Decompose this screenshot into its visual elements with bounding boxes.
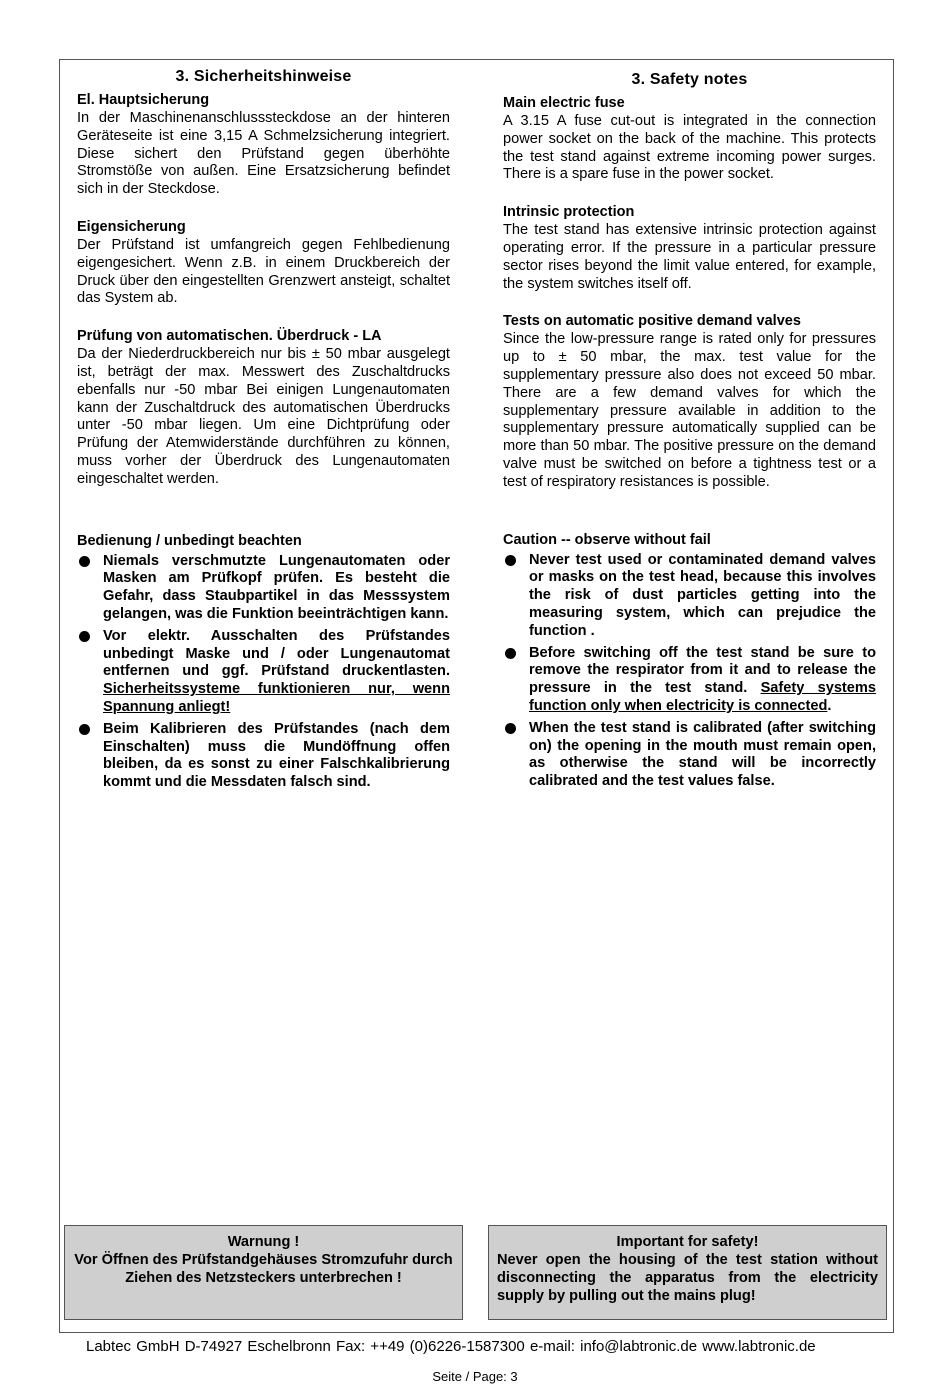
caution-item-de — [77, 553, 450, 624]
caution-item-underlined: Safety systems function only when electricity is connected — [529, 680, 877, 714]
fuse-text-en: A 3.15 A fuse cut-out is integrated in the connection power socket on the back of the machine. This protects the test stand against extreme incoming power surges. There is a spare fuse in the power socket. — [503, 113, 876, 183]
caution-item-de — [77, 721, 450, 792]
caution-heading-de: Bedienung / unbedingt beachten — [77, 532, 302, 549]
warning-box-en — [488, 1225, 887, 1320]
intrinsic-text-de: Der Prüfstand ist umfangreich gegen Fehlbedienung eigengesichert. Wenn z.B. in einem Druckbereich der Druck über den eingestellten Grenzwert ansteigt, schaltet das System ab. — [77, 236, 450, 307]
caution-block-de — [77, 533, 450, 792]
warning-title-de: Warnung ! — [227, 1234, 300, 1250]
section-title-de: 3. Sicherheitshinweise — [175, 68, 352, 85]
intrinsic-block-de — [77, 219, 450, 308]
bullet-dot-icon — [505, 648, 516, 659]
caution-item-text: Vor elektr. Ausschalten des Prüfstandes unbedingt Maske und / oder Lungenautomat entfernen und ggf. Prüfstand druckentlasten. — [103, 627, 450, 680]
bullet-dot-icon — [79, 724, 90, 735]
warning-title-en: Important for safety! — [616, 1234, 759, 1250]
section-title-en: 3. Safety notes — [631, 71, 748, 88]
caution-item-text: Before switching off the test stand be sure to remove the respirator from it and to release the pressure in the test stand. — [529, 644, 876, 697]
page-number: Seite / Page: 3 — [432, 1369, 518, 1384]
german-column — [77, 68, 450, 796]
warning-text-de: Vor Öffnen des Prüfstandgehäuses Stromzufuhr durch Ziehen des Netzsteckers unterbrechen ! — [74, 1252, 453, 1286]
intrinsic-block-en — [503, 204, 876, 293]
footer-contact: Labtec GmbH D-74927 Eschelbronn Fax: ++49 (0)6226-1587300 e-mail: info@labtronic.de www.labtronic.de — [86, 1338, 816, 1355]
bullet-dot-icon — [505, 723, 516, 734]
intrinsic-heading-en: Intrinsic protection — [503, 204, 635, 221]
caution-item-en — [503, 720, 876, 791]
intrinsic-text-en: The test stand has extensive intrinsic protection against operating error. If the pressure in a particular pressure sector rises beyond the limit value entered, for example, the system switches itself off. — [503, 222, 876, 292]
caution-heading-en: Caution -- observe without fail — [503, 531, 711, 548]
tests-text-de: Da der Niederdruckbereich nur bis ± 50 mbar ausgelegt ist, beträgt der max. Messwert des Zuschaltdrucks ebenfalls nur -50 mbar Bei einigen Lungenautomaten kann der Zuschaltdruck des automatischen Überdrucks unter -50 mbar liegen. Um eine Dichtprüfung oder Prüfung der Atemwiderstände durchführen zu können, muss vorher der Überdruck des Lungenautomaten eingeschaltet werden. — [77, 346, 450, 487]
intrinsic-heading-de: Eigensicherung — [77, 218, 186, 235]
fuse-heading-en: Main electric fuse — [503, 95, 625, 111]
caution-block-en — [503, 532, 876, 791]
caution-item-underlined: Sicherheitssysteme funktionieren nur, wenn Spannung anliegt! — [103, 681, 450, 715]
bullet-dot-icon — [79, 556, 90, 567]
caution-item-de — [77, 628, 450, 717]
tests-heading-en: Tests on automatic positive demand valves — [503, 313, 801, 330]
caution-list-de — [77, 553, 450, 792]
caution-item-en — [503, 552, 876, 641]
bullet-dot-icon — [79, 631, 90, 642]
caution-item-text: . — [827, 697, 832, 714]
english-column — [503, 68, 876, 795]
fuse-block-de — [77, 92, 450, 199]
warning-box-de — [64, 1225, 463, 1320]
caution-list-en — [503, 552, 876, 791]
caution-item-text: Niemals verschmutzte Lungenautomaten oder Masken am Prüfkopf prüfen. Es besteht die Gefahr, dass Staubpartikel in das Messsystem gelangen, was die Funktion beeinträchtigen kann. — [103, 552, 450, 622]
tests-block-en — [503, 313, 876, 491]
caution-item-en — [503, 645, 876, 716]
fuse-block-en — [503, 95, 876, 184]
caution-item-text: Beim Kalibrieren des Prüfstandes (nach dem Einschalten) muss die Mundöffnung offen bleiben, da es sonst zu einer Falschkalibrierung kommt und die Messdaten falsch sind. — [103, 720, 450, 791]
bullet-dot-icon — [505, 555, 516, 566]
tests-text-en: Since the low-pressure range is rated only for pressures up to ± 50 mbar, the max. test value for the supplementary pressure also does not exceed 50 mbar. There are a few demand valves for which the supplementary pressure available in addition to the supplementary pressure automatically supplied can be more than 50 mbar. The positive pressure on the demand valve must be switched on before a tightness test or a test of respiratory resistances is possible. — [503, 331, 876, 490]
tests-heading-de: Prüfung von automatischen. Überdruck - LA — [77, 328, 382, 345]
fuse-heading-de: El. Hauptsicherung — [77, 92, 210, 108]
tests-block-de — [77, 328, 450, 488]
warning-text-en: Never open the housing of the test station without disconnecting the apparatus from the electricity supply by pulling out the mains plug! — [497, 1252, 878, 1304]
caution-item-text: Never test used or contaminated demand valves or masks on the test head, because this involves the risk of dust particles getting into the measuring system, which can prejudice the function . — [529, 551, 876, 639]
caution-item-text: When the test stand is calibrated (after switching on) the opening in the mouth must remain open, as otherwise the stand will be incorrectly calibrated and the test values false. — [529, 719, 876, 790]
fuse-text-de: In der Maschinenanschlusssteckdose an der hinteren Geräteseite ist eine 3,15 A Schmelzsicherung integriert. Diese sichert den Prüfstand gegen überhöhte Stromstöße von außen. Eine Ersatzsicherung befindet sich in der Steckdose. — [77, 110, 450, 198]
